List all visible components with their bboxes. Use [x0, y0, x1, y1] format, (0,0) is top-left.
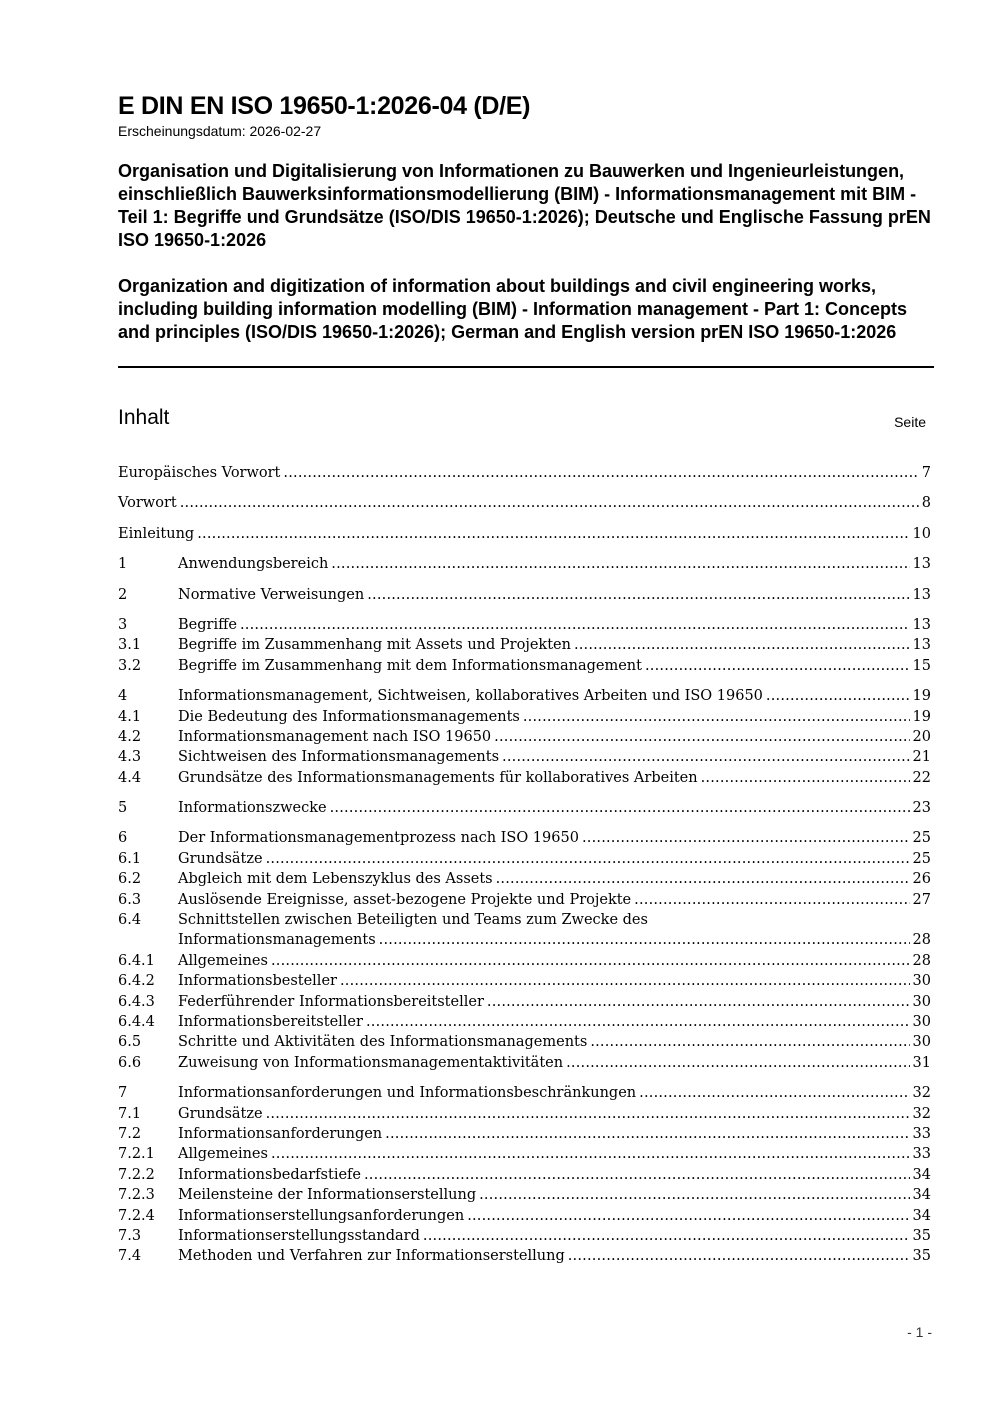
toc-entry[interactable] [118, 1083, 931, 1103]
toc-entry-number: 7.1 [118, 1105, 142, 1122]
toc-entry-title: Begriffe im Zusammenhang mit Assets und Projekten [178, 637, 571, 654]
toc-entry-number: 6.5 [118, 1034, 142, 1051]
toc-entry-page: 25 [912, 850, 931, 867]
toc-entry[interactable] [118, 656, 931, 676]
toc-entry-title: Meilensteine der Informationserstellung [178, 1187, 477, 1204]
toc-entry-page: 28 [912, 932, 931, 949]
toc-leader-dots [523, 707, 910, 727]
toc-entry-number: 6.6 [118, 1054, 142, 1071]
toc-entry-number: 3.2 [118, 657, 142, 674]
toc-entry-number: 4.1 [118, 708, 142, 725]
toc-entry[interactable] [118, 1165, 931, 1185]
toc-entry-number: 4.2 [118, 728, 142, 745]
toc-entry-page: 22 [912, 769, 931, 786]
toc-entry-number: 5 [118, 800, 128, 817]
toc-entry[interactable] [118, 971, 931, 991]
toc-entry[interactable] [118, 615, 931, 635]
toc-entry-title: Sichtweisen des Informationsmanagements [178, 749, 500, 766]
publication-date: Erscheinungsdatum: 2026-02-27 [118, 123, 322, 139]
toc-entry[interactable] [118, 635, 931, 655]
toc-entry-number: 6.4.3 [118, 993, 155, 1010]
table-of-contents [118, 463, 931, 1267]
toc-entry-title: Die Bedeutung des Informationsmanagements [178, 708, 520, 725]
toc-entry-number: 6.4 [118, 912, 142, 929]
toc-entry-number: 7.2 [118, 1125, 142, 1142]
toc-entry[interactable] [118, 869, 931, 889]
toc-entry-page: 21 [912, 749, 931, 766]
toc-leader-dots [271, 951, 910, 971]
toc-entry-page: 33 [912, 1146, 931, 1163]
toc-leader-dots [568, 1246, 910, 1266]
toc-entry[interactable] [118, 1185, 931, 1205]
title-german: Organisation und Digitalisierung von Informationen zu Bauwerken und Ingenieurleistungen, einschließlich Bauwerksinformationsmodellierung (BIM) - Informationsmanagement mit BIM - Teil 1: Begriffe und Grundsätze (ISO/DIS 19650-1:2026); Deutsche und Englische Fassung prEN ISO 19650-1:2026 [118, 161, 931, 250]
toc-entry[interactable] [118, 707, 931, 727]
toc-entry-page: 30 [912, 973, 931, 990]
toc-leader-dots [423, 1226, 910, 1246]
toc-entry[interactable] [118, 798, 931, 818]
toc-entry-page: 19 [912, 708, 931, 725]
toc-entry-title: Federführender Informationsbereitsteller [178, 993, 484, 1010]
toc-entry-page: 30 [912, 1034, 931, 1051]
toc-entry-number: 6.3 [118, 891, 142, 908]
toc-entry-continuation[interactable] [118, 930, 931, 950]
toc-entry[interactable] [118, 585, 931, 605]
toc-entry-title: Informationsbedarfstiefe [178, 1166, 361, 1183]
toc-entry-page: 31 [912, 1054, 931, 1071]
toc-entry-page: 32 [912, 1105, 931, 1122]
toc-entry[interactable] [118, 1104, 931, 1124]
toc-entry[interactable] [118, 1012, 931, 1032]
toc-entry[interactable] [118, 463, 931, 483]
title-english: Organization and digitization of information about buildings and civil engineering works, including building information modelling (BIM) - Information management - Part 1: Concepts and principles (ISO/DIS 19650-1:2026); German and English version prEN ISO 19650-1:2026 [118, 276, 907, 342]
toc-entry-title: Informationsbereitsteller [178, 1013, 363, 1030]
toc-entry-page: 33 [912, 1125, 931, 1142]
toc-leader-dots [590, 1032, 909, 1052]
toc-leader-dots [379, 930, 910, 950]
toc-entry-number: 4 [118, 688, 128, 705]
toc-entry-title: Allgemeines [178, 952, 268, 969]
toc-entry-number: 7.2.4 [118, 1207, 155, 1224]
toc-entry-number: 6.4.1 [118, 952, 155, 969]
toc-entry-number: 7.4 [118, 1248, 142, 1265]
toc-leader-dots [574, 635, 910, 655]
toc-entry-title: Informationsmanagements [178, 932, 376, 949]
toc-leader-dots [566, 1053, 909, 1073]
toc-entry[interactable] [118, 910, 931, 930]
toc-entry[interactable] [118, 828, 931, 848]
toc-leader-dots [240, 615, 910, 635]
toc-leader-dots [283, 463, 918, 483]
toc-entry-title: Informationszwecke [178, 800, 327, 817]
toc-entry-number: 6.4.4 [118, 1013, 155, 1030]
toc-entry-number: 3.1 [118, 637, 142, 654]
toc-entry-title: Informationsmanagement nach ISO 19650 [178, 728, 492, 745]
toc-leader-dots [634, 890, 909, 910]
toc-leader-dots [180, 493, 919, 513]
toc-entry-page: 32 [912, 1085, 931, 1102]
toc-entry[interactable] [118, 747, 931, 767]
toc-entry-number: 7.3 [118, 1227, 142, 1244]
toc-entry-page: 7 [921, 465, 931, 481]
toc-entry-title: Zuweisung von Informationsmanagementaktivitäten [178, 1054, 564, 1071]
toc-entry[interactable] [118, 768, 931, 788]
toc-entry[interactable] [118, 1246, 931, 1266]
toc-entry-title: Methoden und Verfahren zur Informationserstellung [178, 1248, 565, 1265]
toc-entry[interactable] [118, 686, 931, 706]
toc-page-column-heading: Seite [894, 414, 926, 430]
toc-leader-dots [266, 849, 910, 869]
toc-entry-title: Der Informationsmanagementprozess nach ISO 19650 [178, 830, 579, 847]
toc-entry-page: 28 [912, 952, 931, 969]
toc-entry-number: 6.4.2 [118, 973, 155, 990]
toc-leader-dots [367, 585, 909, 605]
toc-entry-page: 34 [912, 1166, 931, 1183]
toc-leader-dots [766, 686, 910, 706]
toc-leader-dots [494, 727, 909, 747]
toc-leader-dots [385, 1124, 909, 1144]
toc-entry-title: Einleitung [118, 525, 195, 542]
toc-entry-title: Grundsätze [178, 1105, 263, 1122]
toc-leader-dots [496, 869, 910, 889]
toc-entry-title: Grundsätze [178, 850, 263, 867]
toc-entry-title: Allgemeines [178, 1146, 268, 1163]
toc-entry-title: Schnittstellen zwischen Beteiligten und Teams zum Zwecke des [178, 912, 648, 929]
toc-entry-page: 13 [912, 556, 931, 573]
toc-entry-title: Abgleich mit dem Lebenszyklus des Assets [178, 871, 493, 888]
toc-entry-number: 4.3 [118, 749, 142, 766]
toc-entry-number: 6.1 [118, 850, 142, 867]
toc-leader-dots [366, 1012, 910, 1032]
toc-entry-number: 1 [118, 556, 128, 573]
toc-leader-dots [271, 1144, 910, 1164]
toc-entry[interactable] [118, 1206, 931, 1226]
toc-entry-number: 7.2.1 [118, 1146, 155, 1163]
toc-entry-title: Vorwort [118, 495, 177, 512]
toc-entry-page: 8 [921, 495, 931, 512]
toc-entry-page: 30 [912, 993, 931, 1010]
toc-entry-title: Informationserstellungsanforderungen [178, 1207, 465, 1224]
toc-entry[interactable] [118, 1032, 931, 1052]
toc-entry-page: 15 [912, 657, 931, 674]
toc-entry-page: 10 [912, 525, 931, 542]
toc-entry-title: Normative Verweisungen [178, 586, 365, 603]
toc-entry-title: Europäisches Vorwort [118, 465, 281, 481]
toc-leader-dots [479, 1185, 909, 1205]
toc-entry-title: Anwendungsbereich [178, 556, 329, 573]
toc-entry-number: 7.2.2 [118, 1166, 155, 1183]
toc-entry-page: 23 [912, 800, 931, 817]
toc-entry-page: 13 [912, 637, 931, 654]
toc-entry-page: 13 [912, 586, 931, 603]
toc-entry[interactable] [118, 849, 931, 869]
toc-leader-dots [502, 747, 910, 767]
toc-entry-page: 34 [912, 1187, 931, 1204]
toc-entry-title: Informationsanforderungen [178, 1125, 383, 1142]
toc-entry-title: Informationsmanagement, Sichtweisen, kollaboratives Arbeiten und ISO 19650 [178, 688, 763, 705]
toc-entry[interactable] [118, 1144, 931, 1164]
toc-leader-dots [639, 1083, 909, 1103]
toc-leader-dots [197, 524, 909, 544]
toc-entry-number: 7 [118, 1085, 128, 1102]
toc-entry-title: Begriffe [178, 616, 237, 633]
toc-entry-page: 20 [912, 728, 931, 745]
toc-leader-dots [340, 971, 910, 991]
toc-entry[interactable] [118, 951, 931, 971]
toc-entry-page: 34 [912, 1207, 931, 1224]
toc-leader-dots [364, 1165, 910, 1185]
toc-entry-number: 6 [118, 830, 128, 847]
toc-entry[interactable] [118, 992, 931, 1012]
toc-entry-title: Schritte und Aktivitäten des Informationsmanagements [178, 1034, 588, 1051]
toc-entry[interactable] [118, 890, 931, 910]
toc-entry-title: Informationserstellungsstandard [178, 1227, 420, 1244]
toc-leader-dots [330, 798, 910, 818]
toc-leader-dots [331, 554, 909, 574]
toc-entry[interactable] [118, 1124, 931, 1144]
toc-entry-page: 25 [912, 830, 931, 847]
toc-leader-dots [266, 1104, 910, 1124]
toc-entry-title: Begriffe im Zusammenhang mit dem Informationsmanagement [178, 657, 642, 674]
toc-leader-dots [582, 828, 910, 848]
toc-entry-page: 26 [912, 871, 931, 888]
toc-entry-page: 19 [912, 688, 931, 705]
toc-leader-dots [701, 768, 910, 788]
toc-entry-title: Informationsanforderungen und Informationsbeschränkungen [178, 1085, 637, 1102]
toc-entry-title: Grundsätze des Informationsmanagements für kollaboratives Arbeiten [178, 769, 698, 786]
toc-entry-title: Auslösende Ereignisse, asset-bezogene Projekte und Projekte [178, 891, 632, 908]
toc-heading: Inhalt [118, 406, 170, 429]
toc-entry-number: 7.2.3 [118, 1187, 155, 1204]
toc-entry-number: 3 [118, 616, 128, 633]
toc-entry[interactable] [118, 554, 931, 574]
toc-entry[interactable] [118, 1226, 931, 1246]
toc-entry-page: 13 [912, 616, 931, 633]
toc-entry-number: 4.4 [118, 769, 142, 786]
toc-entry-number: 6.2 [118, 871, 142, 888]
header-divider [118, 366, 934, 368]
toc-entry-page: 30 [912, 1013, 931, 1030]
toc-entry[interactable] [118, 493, 931, 513]
toc-entry-number: 2 [118, 586, 128, 603]
toc-leader-dots [487, 992, 910, 1012]
toc-leader-dots [645, 656, 910, 676]
toc-entry-title: Informationsbesteller [178, 973, 337, 990]
toc-entry[interactable] [118, 1053, 931, 1073]
toc-entry-page: 35 [912, 1248, 931, 1265]
toc-entry-page: 35 [912, 1227, 931, 1244]
toc-entry[interactable] [118, 727, 931, 747]
toc-leader-dots [467, 1206, 909, 1226]
document-id: E DIN EN ISO 19650-1:2026-04 (D/E) [118, 92, 531, 120]
toc-entry-page: 27 [912, 891, 931, 908]
page-number: - 1 - [907, 1324, 932, 1340]
toc-entry[interactable] [118, 524, 931, 544]
